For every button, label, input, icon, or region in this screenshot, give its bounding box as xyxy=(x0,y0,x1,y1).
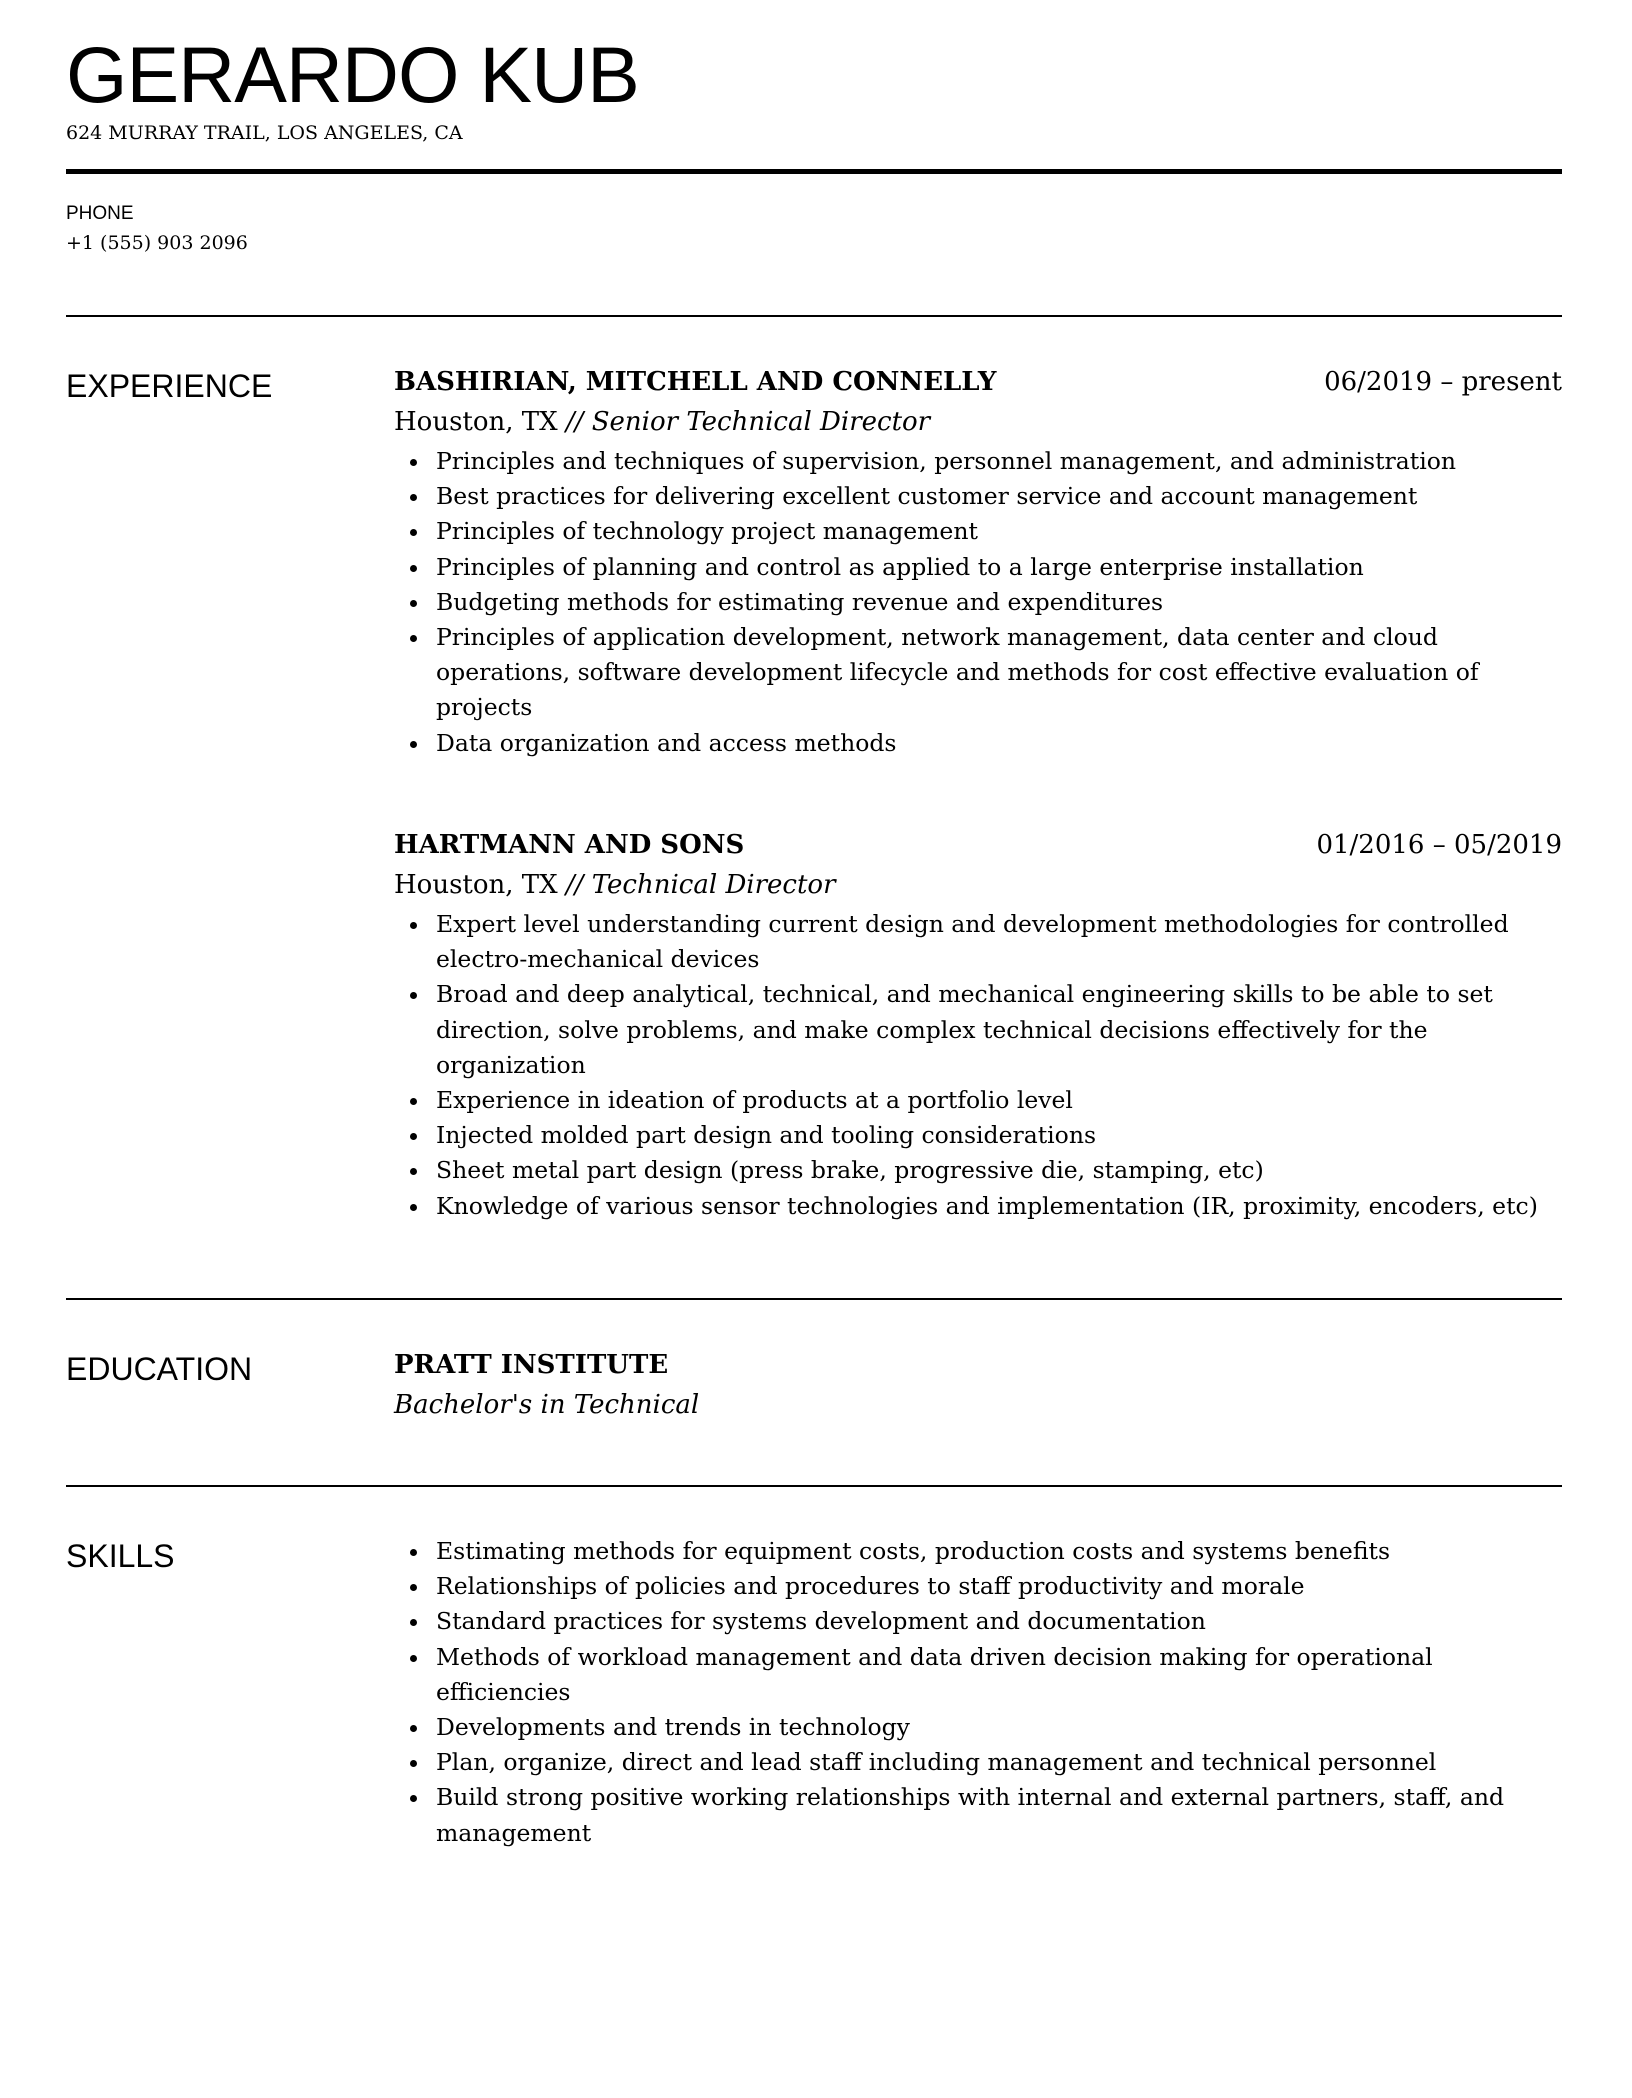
experience-job xyxy=(394,825,1562,1224)
job-header xyxy=(394,825,1562,865)
list-item: Best practices for delivering excellent customer service and account management xyxy=(394,479,1562,514)
job-dates: 06/2019 – present xyxy=(1324,367,1562,397)
job-duties-list xyxy=(394,907,1562,1224)
candidate-name: GERARDO KUB xyxy=(66,30,639,119)
education-degree: Bachelor's in Technical xyxy=(394,1390,700,1420)
job-subtitle xyxy=(394,865,1562,905)
header-divider xyxy=(66,169,1562,174)
job-company: BASHIRIAN, MITCHELL AND CONNELLY xyxy=(394,367,997,397)
list-item: Build strong positive working relationships with internal and external partners, staff, and management xyxy=(394,1780,1562,1850)
job-duties-list xyxy=(394,444,1562,761)
list-item: Principles of application development, network management, data center and cloud operations, software development lifecycle and methods for cost effective evaluation of projects xyxy=(394,620,1562,726)
education-entry xyxy=(394,1345,1562,1425)
job-separator: // xyxy=(565,870,584,900)
section-divider xyxy=(66,1485,1562,1487)
list-item: Injected molded part design and tooling considerations xyxy=(394,1118,1562,1153)
skills-entry xyxy=(394,1534,1562,1851)
list-item: Experience in ideation of products at a portfolio level xyxy=(394,1083,1562,1118)
section-divider xyxy=(66,315,1562,317)
list-item: Sheet metal part design (press brake, progressive die, stamping, etc) xyxy=(394,1153,1562,1188)
job-company: HARTMANN AND SONS xyxy=(394,830,745,860)
section-divider xyxy=(66,1298,1562,1300)
list-item: Estimating methods for equipment costs, production costs and systems benefits xyxy=(394,1534,1562,1569)
skills-section-title: SKILLS xyxy=(66,1538,175,1574)
list-item: Standard practices for systems development and documentation xyxy=(394,1604,1562,1639)
job-header xyxy=(394,362,1562,402)
list-item: Principles and techniques of supervision, personnel management, and administration xyxy=(394,444,1562,479)
list-item: Knowledge of various sensor technologies and implementation (IR, proximity, encoders, etc) xyxy=(394,1189,1562,1224)
experience-job xyxy=(394,362,1562,761)
list-item: Budgeting methods for estimating revenue and expenditures xyxy=(394,585,1562,620)
job-subtitle xyxy=(394,402,1562,442)
phone-label: PHONE xyxy=(66,203,134,224)
job-location: Houston, TX xyxy=(394,407,558,437)
list-item: Expert level understanding current design and development methodologies for controlled electro-mechanical devices xyxy=(394,907,1562,977)
list-item: Data organization and access methods xyxy=(394,726,1562,761)
skills-list xyxy=(394,1534,1562,1851)
job-separator: // xyxy=(565,407,584,437)
job-role: Technical Director xyxy=(591,870,836,900)
candidate-address: 624 MURRAY TRAIL, LOS ANGELES, CA xyxy=(66,122,463,144)
education-school: PRATT INSTITUTE xyxy=(394,1350,669,1380)
list-item: Methods of workload management and data driven decision making for operational efficiencies xyxy=(394,1640,1562,1710)
list-item: Principles of technology project management xyxy=(394,514,1562,549)
job-role: Senior Technical Director xyxy=(591,407,931,437)
education-section-title: EDUCATION xyxy=(66,1351,253,1387)
list-item: Developments and trends in technology xyxy=(394,1710,1562,1745)
list-item: Plan, organize, direct and lead staff including management and technical personnel xyxy=(394,1745,1562,1780)
list-item: Broad and deep analytical, technical, and mechanical engineering skills to be able to set direction, solve problems, and make complex technical decisions effectively for the organization xyxy=(394,977,1562,1083)
job-dates: 01/2016 – 05/2019 xyxy=(1316,830,1562,860)
list-item: Relationships of policies and procedures to staff productivity and morale xyxy=(394,1569,1562,1604)
experience-section-title: EXPERIENCE xyxy=(66,368,273,404)
phone-number: +1 (555) 903 2096 xyxy=(66,232,248,254)
job-location: Houston, TX xyxy=(394,870,558,900)
list-item: Principles of planning and control as applied to a large enterprise installation xyxy=(394,550,1562,585)
